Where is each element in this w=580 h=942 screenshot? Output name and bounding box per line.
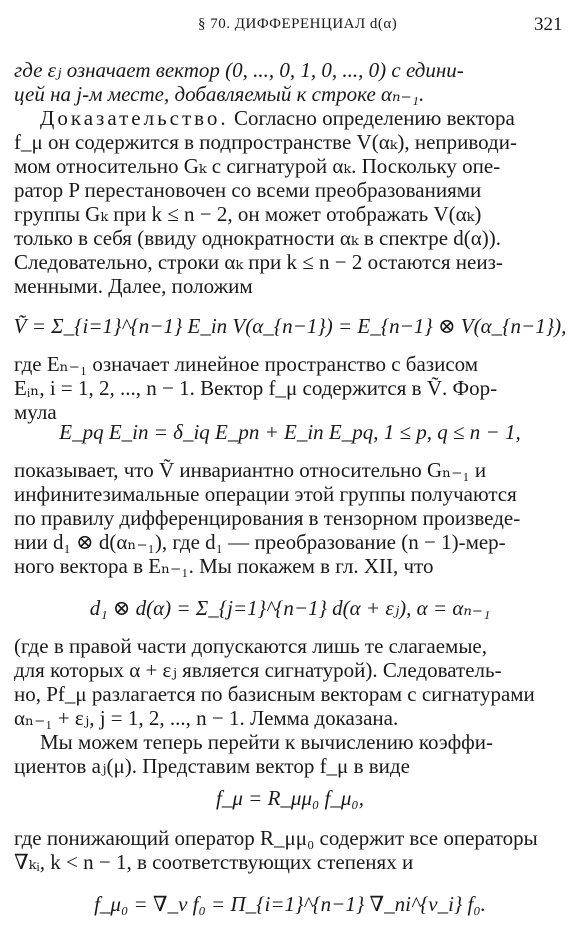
page-number: 321: [534, 14, 563, 35]
text-line: менными. Далее, положим: [14, 274, 253, 298]
text-line: (где в правой части допускаются лишь те слагаемые,: [14, 634, 488, 658]
equation-1: [0, 300, 580, 350]
text-line: ного вектора в Eₙ₋₁. Мы покажем в гл. XII, что: [14, 554, 434, 578]
text-line: нии d₁ ⊗ d(αₙ₋₁), где d₁ — преобразование (n − 1)-мер-: [14, 530, 506, 554]
text-line: цей на j-м месте, добавляемый к строке αₙ₋₁.: [14, 82, 425, 106]
equation-2: [0, 420, 580, 450]
text-line: ∇ₖᵢ, k < n − 1, в соответствующих степенях и: [14, 850, 414, 874]
text-line: но, Pf_μ разлагается по базисным векторам с сигнатурами: [14, 682, 535, 706]
text-line: Следовательно, строки αₖ при k ≤ n − 2 остаются неиз-: [14, 250, 503, 274]
text-line: мула: [14, 400, 57, 424]
equation-3-text: d₁ ⊗ d(α) = Σ_{j=1}^{n−1} d(α + εⱼ), α = αₙ₋₁: [89, 596, 491, 620]
text-line: инфинитезимальные операции этой группы получаются: [14, 482, 517, 506]
proof-label: Доказательство.: [40, 106, 229, 130]
text-line: циентов aⱼ(μ). Представим вектор f_μ в виде: [14, 754, 410, 778]
equation-2-text: E_pq E_in = δ_iq E_pn + E_in E_pq, 1 ≤ p, q ≤ n − 1,: [59, 420, 521, 444]
text-line: Мы можем теперь перейти к вычислению коэффи-: [40, 730, 493, 754]
section-title: § 70. ДИФФЕРЕНЦИАЛ d(α): [198, 16, 398, 32]
text-line: Eᵢₙ, i = 1, 2, ..., n − 1. Вектор f_μ содержится в Ṽ. Фор-: [14, 376, 498, 400]
text-line: [40, 106, 572, 130]
running-header: [0, 14, 580, 40]
text-line: мом относительно Gₖ с сигнатурой αₖ. Поскольку опе-: [14, 154, 501, 178]
text-line: f_μ он содержится в подпространстве V(αₖ), неприводи-: [14, 130, 517, 154]
text-line: где εⱼ означает вектор (0, ..., 0, 1, 0, ..., 0) с едини-: [14, 58, 464, 82]
equation-1-text: Ṽ = Σ_{i=1}^{n−1} E_in V(α_{n−1}) = E_{n−1} ⊗ V(α_{n−1}),: [13, 314, 567, 338]
text-line: группы Gₖ при k ≤ n − 2, он может отображать V(αₖ): [14, 202, 482, 226]
equation-4-text: f_μ = R_μμ₀ f_μ₀,: [216, 786, 364, 810]
text-line: только в себя (ввиду однократности αₖ в спектре d(α)).: [14, 226, 502, 250]
text-line: где Eₙ₋₁ означает линейное пространство с базисом: [14, 352, 479, 376]
text-line: αₙ₋₁ + εⱼ, j = 1, 2, ..., n − 1. Лемма доказана.: [14, 706, 399, 730]
text-line: где понижающий оператор R_μμ₀ содержит все операторы: [14, 826, 538, 850]
text-line: ратор P перестановочен со всеми преобразованиями: [14, 178, 482, 202]
equation-4: [0, 786, 580, 816]
equation-3: [0, 582, 580, 632]
text-line: показывает, что Ṽ инвариантно относительно Gₙ₋₁ и: [14, 458, 487, 482]
text-line: по правилу дифференцирования в тензорном произведе-: [14, 506, 521, 530]
text-fragment: Согласно определению вектора: [228, 106, 515, 130]
equation-5: [0, 880, 580, 930]
equation-5-text: f_μ₀ = ∇_ν f₀ = Π_{i=1}^{n−1} ∇_ni^{ν_i} f₀.: [94, 892, 486, 916]
text-line: для которых α + εⱼ является сигнатурой). Следователь-: [14, 658, 502, 682]
